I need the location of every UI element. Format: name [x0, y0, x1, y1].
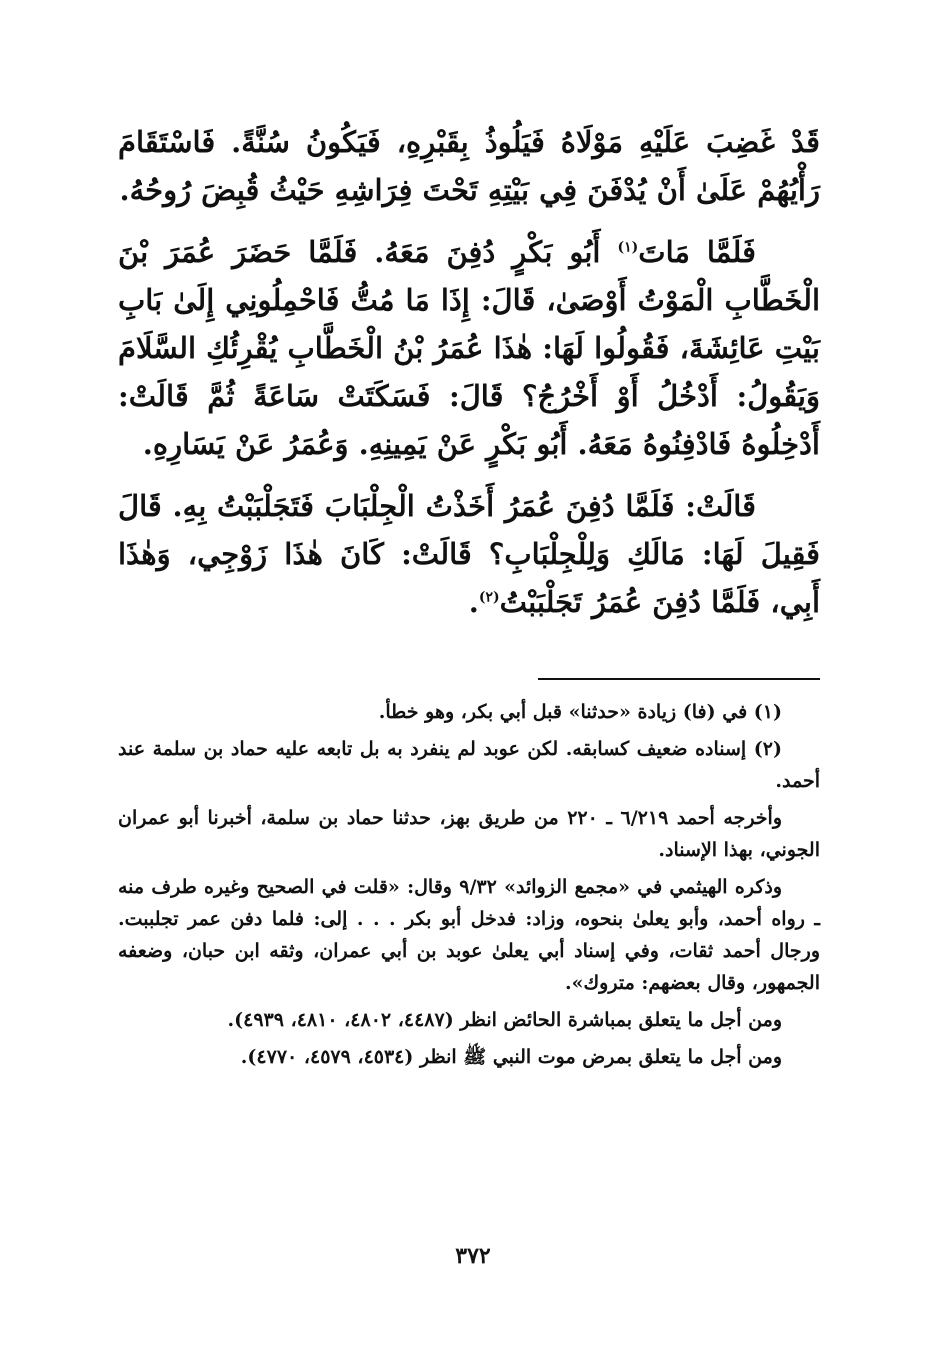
footnote-2-crossref-menstruation: ومن أجل ما يتعلق بمباشرة الحائض انظر (٤٤٨٧، ٤٨٠٢، ٤٨١٠، ٤٩٣٩).: [227, 1009, 782, 1031]
paragraph-2: [118, 228, 820, 468]
footnote-1: (١) في (فا) زيادة «حدثنا» قبل أبي بكر، وهو خطأ.: [378, 701, 782, 723]
paragraph-3-start: قَالَتْ: فَلَمَّا دُفِنَ عُمَرُ أَخَذْتُ الْجِلْبَابَ فَتَجَلْبَبْتُ بِهِ. قَالَ فَقِيلَ لَهَا: مَالَكِ وَلِلْجِلْبَابِ؟ قَالَتْ: كَانَ هٰذَا زَوْجِي، وَهٰذَا أَبِي، فَلَمَّا دُفِنَ عُمَرُ تَجَلْبَبْتُ: [118, 489, 820, 619]
paragraph-3: [118, 482, 820, 626]
footnote-2-takhrij: وأخرجه أحمد ٦/٢١٩ ـ ٢٢٠ من طريق بهز، حدثنا حماد بن سلمة، أخبرنا أبو عمران الجوني، بهذا الإسناد.: [118, 807, 820, 861]
footnote-separator: [538, 678, 820, 680]
footnote-2: (٢) إسناده ضعيف كسابقه. لكن عوبد لم ينفرد به بل تابعه عليه حماد بن سلمة عند أحمد.: [118, 738, 820, 792]
footnote-marker-1: (١): [617, 239, 639, 256]
footnote-2-crossref-illness: ومن أجل ما يتعلق بمرض موت النبي ﷺ انظر (٤٥٣٤، ٤٥٧٩، ٤٧٧٠).: [240, 1046, 782, 1068]
paragraph-2-start: فَلَمَّا مَاتَ: [638, 235, 756, 269]
page-number: ٣٧٢: [455, 1243, 491, 1269]
paragraph-2-rest: أَبُو بَكْرٍ دُفِنَ مَعَهُ. فَلَمَّا حَضَرَ عُمَرَ بْنَ الْخَطَّابِ الْمَوْتُ أَوْصَىٰ، قَالَ: إِذَا مَا مُتُّ فَاحْمِلُونِي إِلَىٰ بَابِ بَيْتِ عَائِشَةَ، فَقُولُوا لَهَا: هٰذَا عُمَرُ بْنُ الْخَطَّابِ يُقْرِئُكِ السَّلَامَ وَيَقُولُ: أَدْخُلُ أَوْ أَخْرُجُ؟ قَالَ: فَسَكَتَتْ سَاعَةً ثُمَّ قَالَتْ: أَدْخِلُوهُ فَادْفِنُوهُ مَعَهُ. أَبُو بَكْرٍ عَنْ يَمِينِهِ. وَعُمَرُ عَنْ يَسَارِهِ.: [118, 235, 820, 461]
footnote-2-haythami: وذكره الهيثمي في «مجمع الزوائد» ٩/٣٢ وقال: «قلت في الصحيح وغيره طرف منه ـ رواه أحمد، وأبو يعلىٰ بنحوه، وزاد: فدخل أبو بكر . . . إلى: فلما دفن عمر تجلببت. ورجال أحمد ثقات، وفي إسناد أبي يعلىٰ عوبد بن أبي عمران، وثقه ابن حبان، وضعفه الجمهور، وقال بعضهم: متروك».: [118, 876, 820, 994]
footnote-marker-2: (٢): [478, 589, 500, 606]
main-text: [118, 118, 820, 626]
paragraph-1: قَدْ غَضِبَ عَلَيْهِ مَوْلَاهُ فَيَلُوذُ بِقَبْرِهِ، فَيَكُونُ سُنَّةً. فَاسْتَقَامَ رَأْيُهُمْ عَلَىٰ أَنْ يُدْفَنَ فِي بَيْتِهِ تَحْتَ فِرَاشِهِ حَيْثُ قُبِضَ رُوحُهُ.: [118, 125, 820, 207]
paragraph-3-rest: .: [468, 585, 479, 619]
footnotes: [118, 696, 820, 1073]
